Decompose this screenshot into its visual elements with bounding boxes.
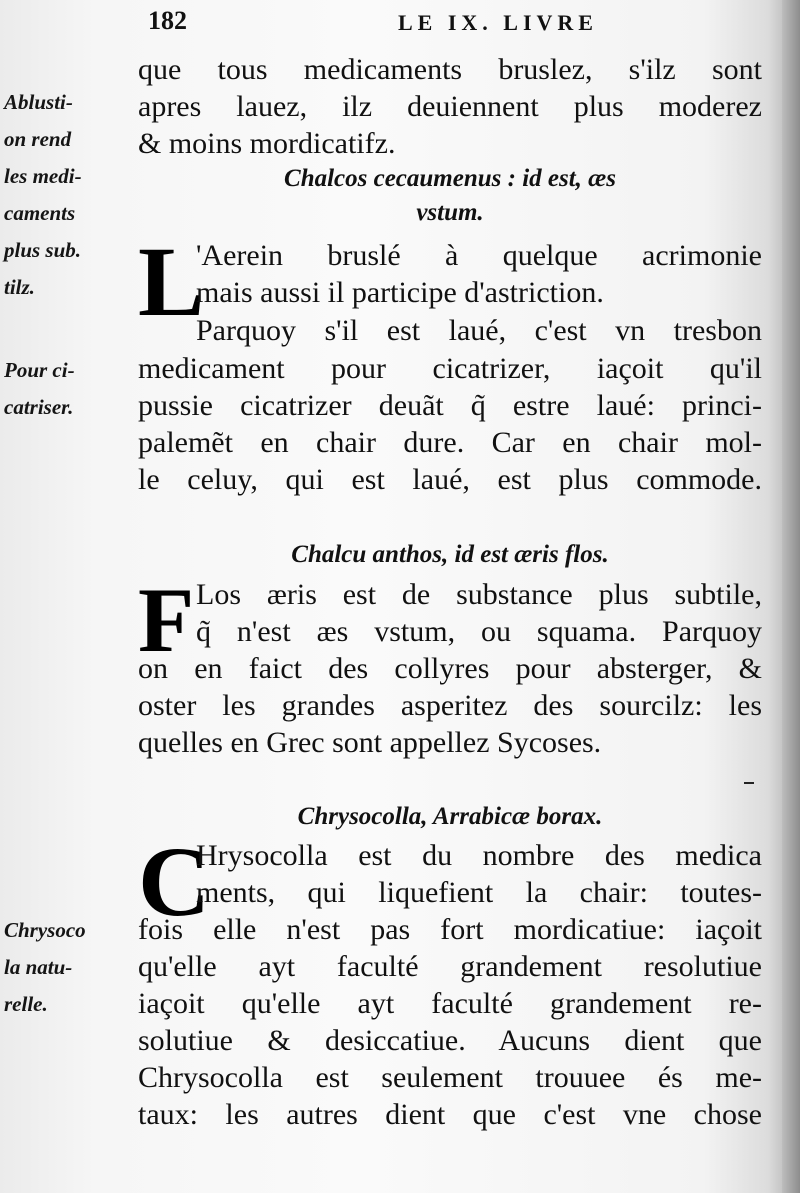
text-line: & moins mordicatifz. xyxy=(138,127,396,160)
text-line: palemẽt en chair dure. Car en chair mol- xyxy=(138,426,762,459)
margin-note-line: caments xyxy=(4,201,76,225)
margin-note-line: plus sub. xyxy=(4,238,82,262)
text-line: Chrysocolla est seulement trouuee és me- xyxy=(138,1061,762,1094)
section-heading: Chalcu anthos, id est æris flos. xyxy=(291,541,609,568)
margin-note-line: Ablusti- xyxy=(4,90,73,114)
text-line: mais aussi il participe d'astriction. xyxy=(196,276,604,309)
page-number: 182 xyxy=(148,6,187,35)
text-line: medicament pour cicatrizer, iaçoit qu'il xyxy=(138,352,762,385)
text-line: oster les grandes asperitez des sourcilz: les xyxy=(138,689,762,722)
margin-note-line: catriser. xyxy=(4,395,74,419)
text-line: iaçoit qu'elle ayt faculté grandement re- xyxy=(138,987,762,1020)
text-line: solutiue & desiccatiue. Aucuns dient que xyxy=(138,1024,762,1057)
page-edge-shadow xyxy=(782,0,800,1193)
margin-note-line: tilz. xyxy=(4,275,35,299)
margin-note-line: relle. xyxy=(4,992,48,1016)
margin-note-line: la natu- xyxy=(4,955,73,979)
section-heading: vstum. xyxy=(416,199,484,226)
text-line: Los æris est de substance plus subtile, xyxy=(196,578,762,611)
drop-cap-letter: L xyxy=(138,226,205,337)
text-line: que tous medicaments bruslez, s'ilz sont xyxy=(138,53,762,86)
margin-note-line: on rend xyxy=(4,127,72,151)
text-line: on en faict des collyres pour absterger, & xyxy=(138,652,762,685)
stray-mark xyxy=(744,782,754,784)
drop-cap-letter: F xyxy=(138,569,195,671)
margin-note-line: Chrysoco xyxy=(4,918,86,942)
margin-note-chrysocolle xyxy=(4,912,132,1023)
text-line: Hrysocolla est du nombre des medica xyxy=(196,839,762,872)
drop-cap-letter: C xyxy=(138,826,211,937)
text-line: pussie cicatrizer deuãt q̃ estre laué: princi- xyxy=(138,389,762,422)
text-line: Parquoy s'il est laué, c'est vn tresbon xyxy=(196,314,762,347)
text-line: ments, qui liquefient la chair: toutes- xyxy=(196,876,762,909)
text-line: fois elle n'est pas fort mordicatiue: iaçoit xyxy=(138,913,762,946)
text-line: le celuy, qui est laué, est plus commode. xyxy=(138,463,762,496)
text-line: q̃ n'est æs vstum, ou squama. Parquoy xyxy=(196,615,762,648)
text-line: quelles en Grec sont appellez Sycoses. xyxy=(138,726,602,759)
margin-note-ablution xyxy=(4,84,132,306)
margin-note-line: Pour ci- xyxy=(4,358,75,382)
margin-note-line: les medi- xyxy=(4,164,82,188)
section-heading: Chalcos cecaumenus : id est, æs xyxy=(284,165,616,192)
page-header xyxy=(148,6,768,42)
text-line: taux: les autres dient que c'est vne chose xyxy=(138,1098,762,1131)
section-heading: Chrysocolla, Arrabicæ borax. xyxy=(297,803,603,830)
running-head: LE IX. LIVRE xyxy=(398,10,598,35)
margin-note-cicatriser xyxy=(4,352,132,426)
text-line: 'Aerein bruslé à quelque acrimonie xyxy=(196,239,762,272)
text-line: apres lauez, ilz deuiennent plus moderez xyxy=(138,90,762,123)
text-line: qu'elle ayt faculté grandement resolutiue xyxy=(138,950,762,983)
